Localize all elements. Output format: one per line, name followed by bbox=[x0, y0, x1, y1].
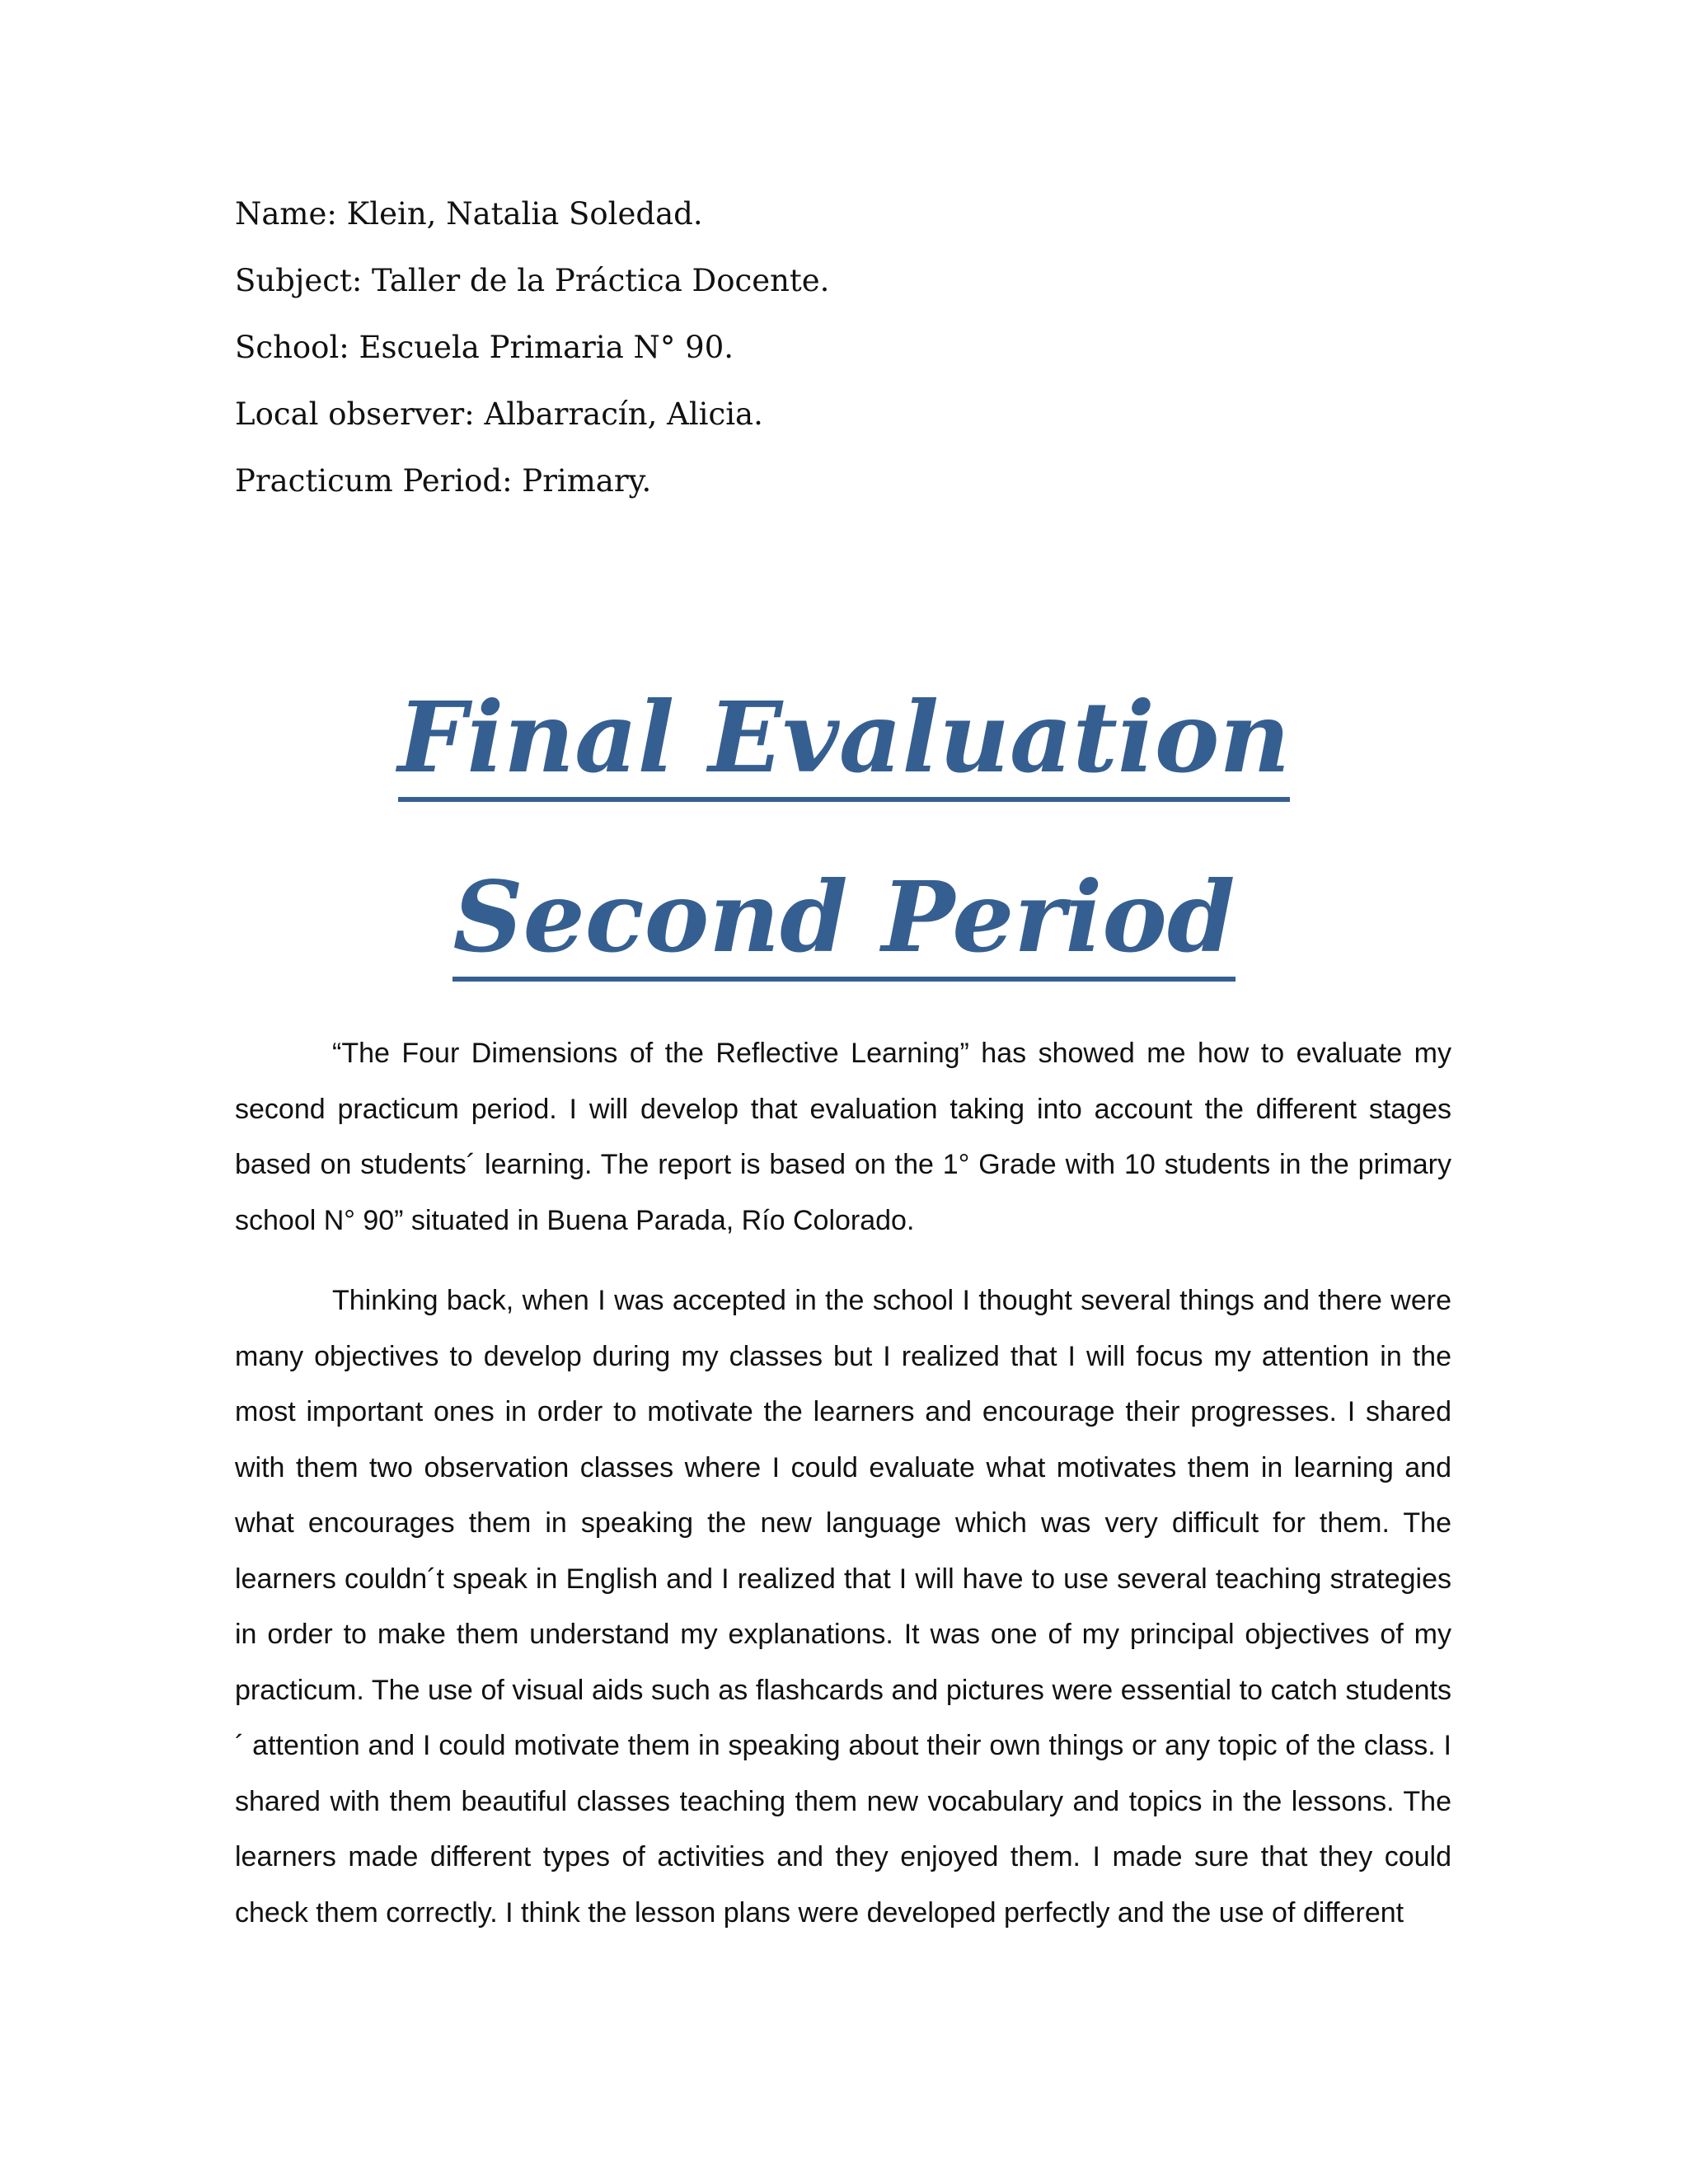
header-info bbox=[235, 191, 1471, 525]
title-second-period: Second Period bbox=[452, 860, 1235, 982]
paragraph-1: “The Four Dimensions of the Reflective Learning” has showed me how to evaluate my second practicum period. I will develop that evaluation taking into account the different stages based on students´ learning. The report is based on the 1° Grade with 10 students in the primary school N° 90” situated in Buena Parada, Río Colorado. bbox=[235, 1038, 1451, 1236]
paragraph-2: Thinking back, when I was accepted in the school I thought several things and there were many objectives to develop during my classes but I realized that I will focus my attention in the most important ones in order to motivate the learners and encourage their progresses. I shared with them two observation classes where I could evaluate what motivates them in learning and what encourages them in speaking the new language which was very difficult for them. The learners couldn´t speak in English and I realized that I will have to use several teaching strategies in order to make them understand my explanations. It was one of my principal objectives of my practicum. The use of visual aids such as flashcards and pictures were essential to catch students´ attention and I could motivate them in speaking about their own things or any topic of the class. I shared with them beautiful classes teaching them new vocabulary and topics in the lessons. The learners made different types of activities and they enjoyed them. I made sure that they could check them correctly. I think the lesson plans were developed perfectly and the use of different bbox=[235, 1285, 1451, 1929]
school-line: School: Escuela Primaria N° 90. bbox=[235, 330, 734, 365]
title-line-2 bbox=[0, 855, 1688, 1035]
body-text bbox=[235, 1026, 1451, 1966]
local-observer-line: Local observer: Albarracín, Alicia. bbox=[235, 396, 763, 432]
subject-line: Subject: Taller de la Práctica Docente. bbox=[235, 263, 830, 298]
practicum-period-line: Practicum Period: Primary. bbox=[235, 463, 652, 499]
name-line: Name: Klein, Natalia Soledad. bbox=[235, 196, 703, 232]
title-block bbox=[0, 676, 1688, 1035]
title-line-1 bbox=[0, 676, 1688, 855]
title-final-evaluation: Final Evaluation bbox=[398, 680, 1291, 802]
